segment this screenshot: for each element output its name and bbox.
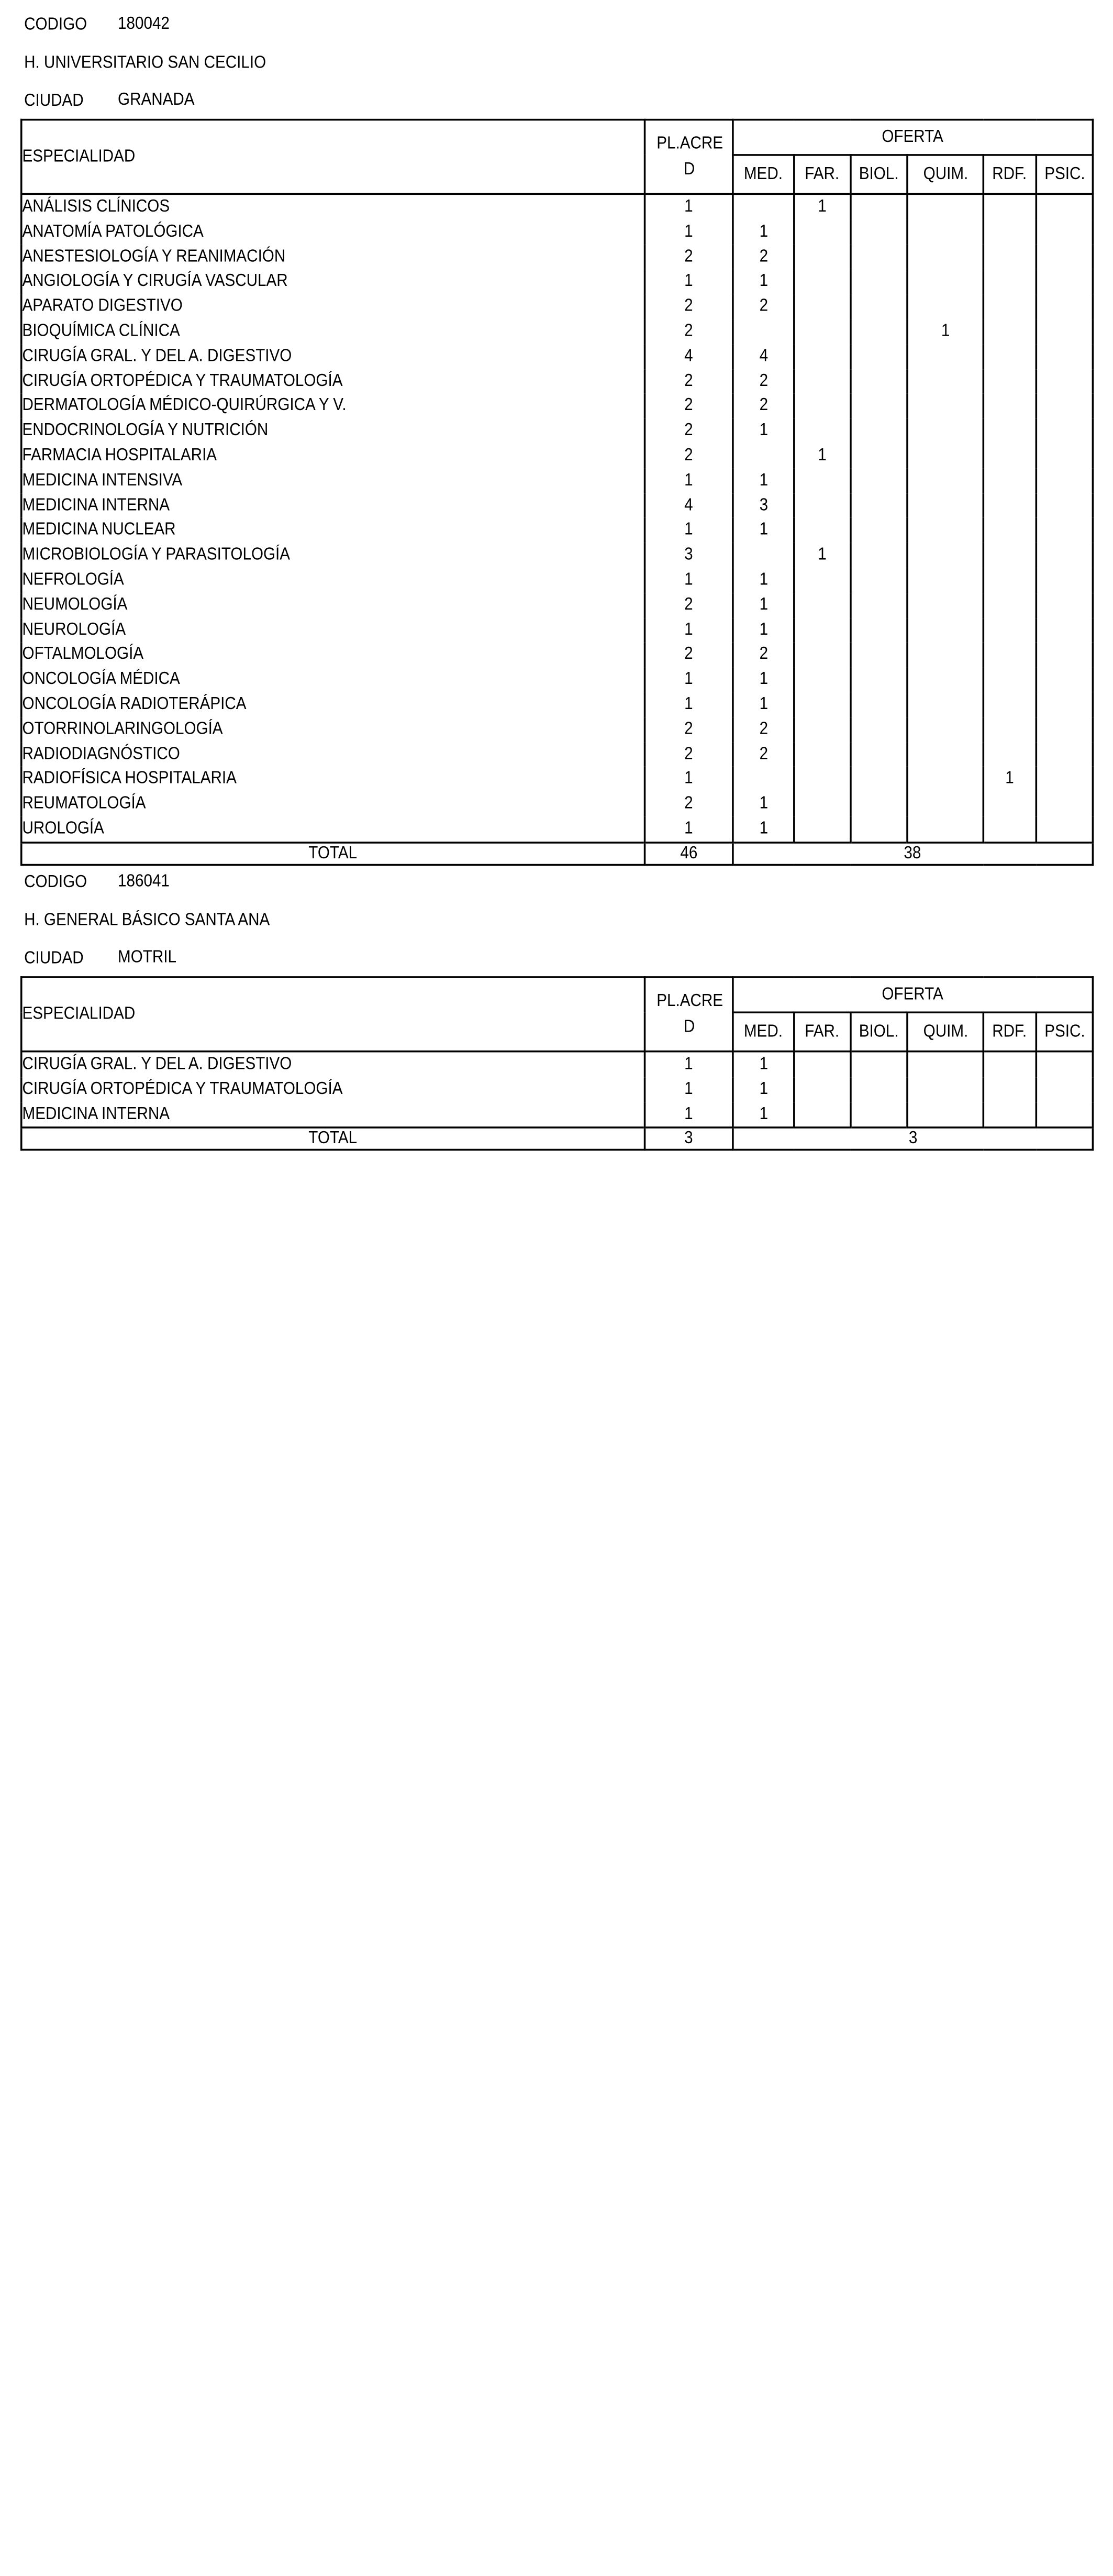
- biol-cell: [851, 568, 907, 592]
- placred-cell: 2: [645, 294, 733, 319]
- header-oferta: OFERTA: [733, 120, 1093, 155]
- specialty-name: OFTALMOLOGÍA: [21, 643, 645, 667]
- placred-cell: 1: [645, 1077, 733, 1102]
- ciudad-value: MOTRIL: [118, 947, 176, 967]
- placred-cell: 2: [645, 792, 733, 816]
- biol-cell: [851, 344, 907, 369]
- specialty-name: FARMACIA HOSPITALARIA: [21, 444, 645, 468]
- psic-cell: [1036, 394, 1093, 418]
- quim-cell: [907, 643, 983, 667]
- psic-cell: [1036, 294, 1093, 319]
- table-row: [21, 294, 1093, 319]
- biol-cell: [851, 742, 907, 767]
- rdf-cell: [983, 319, 1036, 344]
- total-placred: 3: [645, 1128, 733, 1151]
- header-placred: PL.ACRE D: [645, 977, 733, 1052]
- placred-cell: 1: [645, 816, 733, 842]
- biol-cell: [851, 294, 907, 319]
- far-cell: [794, 468, 851, 493]
- placred-cell: 2: [645, 319, 733, 344]
- placred-cell: 1: [645, 767, 733, 791]
- table-row: [21, 270, 1093, 294]
- biol-cell: [851, 543, 907, 568]
- med-cell: 1: [733, 270, 794, 294]
- med-cell: 1: [733, 1077, 794, 1102]
- specialty-name: APARATO DIGESTIVO: [21, 294, 645, 319]
- far-cell: [794, 1052, 851, 1077]
- rdf-cell: [983, 1102, 1036, 1127]
- psic-cell: [1036, 543, 1093, 568]
- med-cell: 2: [733, 245, 794, 269]
- specialty-name: ANESTESIOLOGÍA Y REANIMACIÓN: [21, 245, 645, 269]
- placred-cell: 1: [645, 568, 733, 592]
- specialty-name: CIRUGÍA GRAL. Y DEL A. DIGESTIVO: [21, 344, 645, 369]
- codigo-label: CODIGO: [24, 872, 87, 892]
- rdf-cell: [983, 468, 1036, 493]
- placred-cell: 1: [645, 270, 733, 294]
- specialty-name: BIOQUÍMICA CLÍNICA: [21, 319, 645, 344]
- med-cell: [733, 767, 794, 791]
- placred-cell: 2: [645, 394, 733, 418]
- table-row: [21, 319, 1093, 344]
- placred-cell: 2: [645, 369, 733, 394]
- rdf-cell: [983, 493, 1036, 518]
- biol-cell: [851, 593, 907, 617]
- biol-cell: [851, 220, 907, 245]
- specialty-name: CIRUGÍA ORTOPÉDICA Y TRAUMATOLOGÍA: [21, 369, 645, 394]
- table-row: [21, 643, 1093, 667]
- far-cell: [794, 344, 851, 369]
- psic-cell: [1036, 418, 1093, 443]
- far-cell: [794, 667, 851, 692]
- total-oferta: 38: [733, 842, 1093, 865]
- med-cell: 2: [733, 643, 794, 667]
- specialty-name: NEFROLOGÍA: [21, 568, 645, 592]
- far-cell: [794, 245, 851, 269]
- placred-cell: 1: [645, 194, 733, 219]
- codigo-label: CODIGO: [24, 15, 87, 35]
- table-row: [21, 394, 1093, 418]
- codigo-value: 186041: [118, 871, 170, 891]
- med-cell: 1: [733, 692, 794, 717]
- header-biol: BIOL.: [851, 1012, 907, 1051]
- specialty-name: ENDOCRINOLOGÍA Y NUTRICIÓN: [21, 418, 645, 443]
- med-cell: [733, 543, 794, 568]
- psic-cell: [1036, 617, 1093, 642]
- biol-cell: [851, 667, 907, 692]
- far-cell: [794, 816, 851, 842]
- table-row: [21, 344, 1093, 369]
- specialty-name: ANATOMÍA PATOLÓGICA: [21, 220, 645, 245]
- rdf-cell: [983, 245, 1036, 269]
- placred-cell: 1: [645, 468, 733, 493]
- hospital-name: H. UNIVERSITARIO SAN CECILIO: [24, 53, 266, 73]
- table-row: [21, 1052, 1093, 1077]
- med-cell: 1: [733, 468, 794, 493]
- rdf-cell: [983, 394, 1036, 418]
- header-rdf: RDF.: [983, 155, 1036, 194]
- med-cell: 2: [733, 369, 794, 394]
- med-cell: 1: [733, 593, 794, 617]
- med-cell: 1: [733, 1102, 794, 1127]
- far-cell: [794, 593, 851, 617]
- quim-cell: [907, 1102, 983, 1127]
- biol-cell: [851, 518, 907, 543]
- rdf-cell: [983, 643, 1036, 667]
- psic-cell: [1036, 1052, 1093, 1077]
- placred-cell: 2: [645, 643, 733, 667]
- far-cell: [794, 394, 851, 418]
- far-cell: [794, 692, 851, 717]
- rdf-cell: [983, 543, 1036, 568]
- biol-cell: [851, 493, 907, 518]
- quim-cell: [907, 444, 983, 468]
- table-row: [21, 1102, 1093, 1127]
- med-cell: 2: [733, 717, 794, 742]
- med-cell: 1: [733, 220, 794, 245]
- far-cell: [794, 568, 851, 592]
- far-cell: [794, 617, 851, 642]
- table-row: [21, 518, 1093, 543]
- far-cell: [794, 1077, 851, 1102]
- header-rdf: RDF.: [983, 1012, 1036, 1051]
- table-row: [21, 418, 1093, 443]
- specialty-name: DERMATOLOGÍA MÉDICO-QUIRÚRGICA Y V.: [21, 394, 645, 418]
- biol-cell: [851, 369, 907, 394]
- rdf-cell: [983, 1077, 1036, 1102]
- placred-cell: 4: [645, 493, 733, 518]
- header-biol: BIOL.: [851, 155, 907, 194]
- placred-cell: 2: [645, 717, 733, 742]
- med-cell: 3: [733, 493, 794, 518]
- specialty-name: ANÁLISIS CLÍNICOS: [21, 194, 645, 219]
- biol-cell: [851, 245, 907, 269]
- table-row: [21, 194, 1093, 219]
- specialty-name: REUMATOLOGÍA: [21, 792, 645, 816]
- far-cell: 1: [794, 543, 851, 568]
- psic-cell: [1036, 493, 1093, 518]
- rdf-cell: [983, 667, 1036, 692]
- biol-cell: [851, 1077, 907, 1102]
- specialties-table: [20, 119, 1094, 866]
- rdf-cell: [983, 816, 1036, 842]
- quim-cell: [907, 692, 983, 717]
- header-med: MED.: [733, 1012, 794, 1051]
- ciudad-label: CIUDAD: [24, 91, 84, 110]
- header-oferta: OFERTA: [733, 977, 1093, 1012]
- specialty-name: ANGIOLOGÍA Y CIRUGÍA VASCULAR: [21, 270, 645, 294]
- table-row: [21, 816, 1093, 842]
- table-row: [21, 717, 1093, 742]
- biol-cell: [851, 444, 907, 468]
- psic-cell: [1036, 792, 1093, 816]
- total-oferta: 3: [733, 1128, 1093, 1151]
- placred-cell: 2: [645, 742, 733, 767]
- biol-cell: [851, 792, 907, 816]
- quim-cell: [907, 568, 983, 592]
- rdf-cell: [983, 444, 1036, 468]
- quim-cell: [907, 667, 983, 692]
- biol-cell: [851, 717, 907, 742]
- far-cell: [794, 742, 851, 767]
- rdf-cell: [983, 717, 1036, 742]
- biol-cell: [851, 767, 907, 791]
- med-cell: 2: [733, 742, 794, 767]
- psic-cell: [1036, 245, 1093, 269]
- psic-cell: [1036, 667, 1093, 692]
- med-cell: 1: [733, 1052, 794, 1077]
- med-cell: [733, 194, 794, 219]
- table-row: [21, 369, 1093, 394]
- rdf-cell: [983, 344, 1036, 369]
- med-cell: 1: [733, 792, 794, 816]
- quim-cell: [907, 816, 983, 842]
- quim-cell: [907, 518, 983, 543]
- far-cell: [794, 518, 851, 543]
- table-row: [21, 468, 1093, 493]
- psic-cell: [1036, 593, 1093, 617]
- psic-cell: [1036, 742, 1093, 767]
- header-psic: PSIC.: [1036, 1012, 1093, 1051]
- biol-cell: [851, 270, 907, 294]
- far-cell: [794, 767, 851, 791]
- codigo-value: 180042: [118, 14, 170, 34]
- rdf-cell: [983, 568, 1036, 592]
- psic-cell: [1036, 344, 1093, 369]
- biol-cell: [851, 1102, 907, 1127]
- table-row: [21, 667, 1093, 692]
- psic-cell: [1036, 692, 1093, 717]
- quim-cell: 1: [907, 319, 983, 344]
- placred-cell: 2: [645, 593, 733, 617]
- header-especialidad: ESPECIALIDAD: [21, 120, 645, 194]
- quim-cell: [907, 294, 983, 319]
- total-label: TOTAL: [21, 1128, 645, 1151]
- biol-cell: [851, 194, 907, 219]
- quim-cell: [907, 418, 983, 443]
- specialty-name: NEUROLOGÍA: [21, 617, 645, 642]
- med-cell: 4: [733, 344, 794, 369]
- far-cell: [794, 220, 851, 245]
- quim-cell: [907, 742, 983, 767]
- header-quim: QUIM.: [907, 1012, 983, 1051]
- placred-cell: 1: [645, 1102, 733, 1127]
- specialty-name: ONCOLOGÍA MÉDICA: [21, 667, 645, 692]
- far-cell: [794, 1102, 851, 1127]
- specialty-name: RADIOFÍSICA HOSPITALARIA: [21, 767, 645, 791]
- far-cell: [794, 643, 851, 667]
- specialty-name: UROLOGÍA: [21, 816, 645, 842]
- table-row: [21, 220, 1093, 245]
- rdf-cell: [983, 220, 1036, 245]
- table-row: [21, 767, 1093, 791]
- far-cell: 1: [794, 444, 851, 468]
- psic-cell: [1036, 444, 1093, 468]
- far-cell: [794, 270, 851, 294]
- med-cell: 1: [733, 816, 794, 842]
- biol-cell: [851, 319, 907, 344]
- quim-cell: [907, 394, 983, 418]
- far-cell: [794, 717, 851, 742]
- placred-cell: 2: [645, 418, 733, 443]
- table-row: [21, 1077, 1093, 1102]
- far-cell: [794, 369, 851, 394]
- far-cell: [794, 294, 851, 319]
- placred-cell: 1: [645, 692, 733, 717]
- biol-cell: [851, 468, 907, 493]
- specialty-name: MEDICINA INTERNA: [21, 1102, 645, 1127]
- rdf-cell: [983, 518, 1036, 543]
- specialties-table: [20, 976, 1094, 1151]
- total-label: TOTAL: [21, 842, 645, 865]
- quim-cell: [907, 344, 983, 369]
- specialty-name: MEDICINA INTENSIVA: [21, 468, 645, 493]
- placred-cell: 2: [645, 245, 733, 269]
- rdf-cell: [983, 692, 1036, 717]
- quim-cell: [907, 270, 983, 294]
- total-row: [21, 1128, 1093, 1151]
- header-far: FAR.: [794, 155, 851, 194]
- rdf-cell: [983, 270, 1036, 294]
- psic-cell: [1036, 194, 1093, 219]
- rdf-cell: [983, 369, 1036, 394]
- med-cell: 2: [733, 394, 794, 418]
- far-cell: [794, 418, 851, 443]
- far-cell: 1: [794, 194, 851, 219]
- quim-cell: [907, 493, 983, 518]
- quim-cell: [907, 593, 983, 617]
- specialty-name: CIRUGÍA ORTOPÉDICA Y TRAUMATOLOGÍA: [21, 1077, 645, 1102]
- psic-cell: [1036, 717, 1093, 742]
- quim-cell: [907, 767, 983, 791]
- table-row: [21, 792, 1093, 816]
- hospital-name: H. GENERAL BÁSICO SANTA ANA: [24, 910, 270, 930]
- med-cell: 1: [733, 568, 794, 592]
- far-cell: [794, 319, 851, 344]
- biol-cell: [851, 643, 907, 667]
- specialty-name: OTORRINOLARINGOLOGÍA: [21, 717, 645, 742]
- med-cell: 1: [733, 667, 794, 692]
- psic-cell: [1036, 220, 1093, 245]
- specialty-name: ONCOLOGÍA RADIOTERÁPICA: [21, 692, 645, 717]
- quim-cell: [907, 1052, 983, 1077]
- psic-cell: [1036, 270, 1093, 294]
- quim-cell: [907, 245, 983, 269]
- total-placred: 46: [645, 842, 733, 865]
- header-psic: PSIC.: [1036, 155, 1093, 194]
- table-row: [21, 245, 1093, 269]
- rdf-cell: [983, 593, 1036, 617]
- rdf-cell: [983, 194, 1036, 219]
- quim-cell: [907, 617, 983, 642]
- psic-cell: [1036, 1077, 1093, 1102]
- ciudad-label: CIUDAD: [24, 948, 84, 968]
- psic-cell: [1036, 643, 1093, 667]
- quim-cell: [907, 468, 983, 493]
- table-row: [21, 444, 1093, 468]
- specialty-name: NEUMOLOGÍA: [21, 593, 645, 617]
- specialty-name: MEDICINA INTERNA: [21, 493, 645, 518]
- placred-cell: 1: [645, 667, 733, 692]
- specialty-name: RADIODIAGNÓSTICO: [21, 742, 645, 767]
- header-far: FAR.: [794, 1012, 851, 1051]
- biol-cell: [851, 692, 907, 717]
- quim-cell: [907, 543, 983, 568]
- med-cell: 2: [733, 294, 794, 319]
- quim-cell: [907, 1077, 983, 1102]
- quim-cell: [907, 194, 983, 219]
- table-row: [21, 593, 1093, 617]
- header-quim: QUIM.: [907, 155, 983, 194]
- psic-cell: [1036, 369, 1093, 394]
- quim-cell: [907, 220, 983, 245]
- psic-cell: [1036, 319, 1093, 344]
- quim-cell: [907, 792, 983, 816]
- table-row: [21, 692, 1093, 717]
- table-row: [21, 568, 1093, 592]
- med-cell: 1: [733, 518, 794, 543]
- placred-cell: 4: [645, 344, 733, 369]
- psic-cell: [1036, 468, 1093, 493]
- biol-cell: [851, 816, 907, 842]
- placred-cell: 1: [645, 1052, 733, 1077]
- header-placred: PL.ACRE D: [645, 120, 733, 194]
- biol-cell: [851, 1052, 907, 1077]
- placred-cell: 1: [645, 617, 733, 642]
- biol-cell: [851, 617, 907, 642]
- header-especialidad: ESPECIALIDAD: [21, 977, 645, 1052]
- far-cell: [794, 792, 851, 816]
- specialty-name: MEDICINA NUCLEAR: [21, 518, 645, 543]
- med-cell: [733, 444, 794, 468]
- placred-cell: 1: [645, 518, 733, 543]
- table-row: [21, 617, 1093, 642]
- rdf-cell: [983, 742, 1036, 767]
- rdf-cell: [983, 294, 1036, 319]
- rdf-cell: [983, 418, 1036, 443]
- table-row: [21, 493, 1093, 518]
- header-med: MED.: [733, 155, 794, 194]
- med-cell: 1: [733, 418, 794, 443]
- rdf-cell: 1: [983, 767, 1036, 791]
- psic-cell: [1036, 816, 1093, 842]
- ciudad-value: GRANADA: [118, 90, 195, 110]
- table-row: [21, 543, 1093, 568]
- quim-cell: [907, 717, 983, 742]
- total-row: [21, 842, 1093, 865]
- specialty-name: CIRUGÍA GRAL. Y DEL A. DIGESTIVO: [21, 1052, 645, 1077]
- far-cell: [794, 493, 851, 518]
- table-row: [21, 742, 1093, 767]
- quim-cell: [907, 369, 983, 394]
- rdf-cell: [983, 792, 1036, 816]
- biol-cell: [851, 418, 907, 443]
- specialty-name: MICROBIOLOGÍA Y PARASITOLOGÍA: [21, 543, 645, 568]
- placred-cell: 2: [645, 444, 733, 468]
- psic-cell: [1036, 518, 1093, 543]
- rdf-cell: [983, 1052, 1036, 1077]
- psic-cell: [1036, 767, 1093, 791]
- biol-cell: [851, 394, 907, 418]
- psic-cell: [1036, 1102, 1093, 1127]
- med-cell: [733, 319, 794, 344]
- placred-cell: 1: [645, 220, 733, 245]
- placred-cell: 3: [645, 543, 733, 568]
- psic-cell: [1036, 568, 1093, 592]
- rdf-cell: [983, 617, 1036, 642]
- med-cell: 1: [733, 617, 794, 642]
